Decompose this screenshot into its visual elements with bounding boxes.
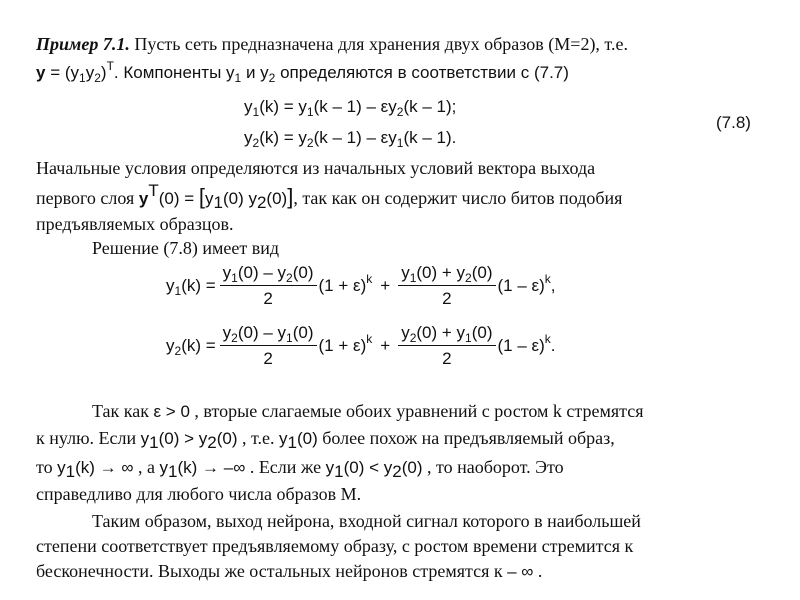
fraction: [220, 262, 317, 310]
text-segment: (1 – ε): [497, 336, 545, 355]
vector-y: y: [36, 63, 46, 82]
subscript: 2: [252, 136, 260, 150]
subscript: 2: [409, 331, 417, 345]
text-segment: y: [166, 336, 175, 355]
subscript: 2: [465, 271, 472, 285]
text-segment: (0): [471, 263, 493, 282]
text-segment: к нулю. Если: [36, 428, 141, 448]
fraction: [398, 322, 495, 370]
text-segment: (0) + y: [416, 323, 466, 342]
text-segment: (0) =: [158, 189, 199, 208]
subscript: 2: [174, 344, 182, 358]
text-segment: (0) – y: [237, 263, 287, 282]
conclusion-line-7: [36, 560, 542, 583]
text-segment: (0): [266, 189, 288, 208]
text-segment: y: [244, 97, 253, 116]
text-segment: y: [140, 429, 150, 448]
term: [318, 272, 373, 296]
text-segment: (k) =: [181, 336, 216, 355]
text-segment: (0) > y: [158, 429, 208, 448]
equation-number: (7.8): [716, 113, 751, 132]
fraction: [220, 322, 317, 370]
subscript: 2: [396, 105, 404, 119]
math-inline: – ∞: [507, 562, 534, 581]
text-segment: y: [166, 276, 175, 295]
text-segment: бесконечности. Выходы же остальных нейронов стремятся к: [36, 561, 508, 581]
numerator: [398, 262, 495, 286]
text-segment: .: [533, 561, 543, 581]
fraction: [398, 262, 495, 310]
superscript: k: [544, 272, 551, 286]
lhs: [166, 336, 216, 356]
text-segment: (k – 1) – εy: [313, 97, 397, 116]
subscript: 2: [286, 271, 293, 285]
conclusion-line-6: степени соответствует предъявляемому образу, с ростом времени стремится к: [36, 536, 634, 556]
example-title: Пример 7.1.: [36, 34, 130, 54]
conclusion-line-5: Таким образом, выход нейрона, входной сигнал которого в наибольшей: [92, 511, 641, 531]
lhs: [166, 276, 216, 296]
subscript: 1: [65, 462, 76, 481]
text-segment: (k) = y: [259, 97, 307, 116]
text-segment: y: [204, 189, 214, 208]
subscript: 1: [174, 284, 182, 298]
solution-equation-1: [166, 262, 558, 310]
solution-intro: Решение (7.8) имеет вид: [92, 238, 280, 258]
text-segment: y: [222, 263, 232, 282]
conclusion-line-3: [36, 456, 564, 479]
text-segment: (k – 1).: [403, 128, 457, 147]
subscript: 1: [409, 271, 417, 285]
text-segment: = (y: [45, 63, 80, 82]
superscript: T: [148, 181, 159, 200]
intro-text: Пусть сеть предназначена для хранения двух образов (M=2), т.е.: [129, 34, 628, 54]
text-segment: , то наоборот. Это: [422, 457, 564, 477]
subscript: 2: [306, 136, 314, 150]
text-segment: (0) – y: [237, 323, 287, 342]
term: [497, 272, 556, 296]
text-segment: , а: [133, 457, 160, 477]
text-segment: ): [100, 63, 107, 82]
paragraph-line: предъявляемых образцов.: [36, 214, 234, 234]
text-segment: Так как: [92, 401, 154, 421]
text-segment: (0): [401, 458, 423, 477]
plus-sign: +: [380, 336, 391, 355]
subscript: 1: [396, 136, 404, 150]
denominator: 2: [263, 289, 273, 308]
text-segment: (0): [292, 263, 314, 282]
text-segment: y: [159, 458, 168, 477]
text-segment: то: [36, 457, 58, 477]
subscript: 1: [286, 331, 293, 345]
text-segment: . Если же: [245, 457, 326, 477]
subscript: 1: [334, 462, 344, 481]
text-segment: y: [57, 458, 66, 477]
denominator: 2: [442, 289, 452, 308]
subscript: 1: [79, 71, 86, 85]
intro-line-2: [36, 59, 569, 85]
term: [497, 332, 556, 356]
conclusion-line-2: [36, 427, 615, 450]
superscript: T: [106, 59, 114, 73]
right-bracket: ]: [287, 184, 294, 209]
subscript: 2: [94, 71, 101, 85]
superscript: k: [544, 332, 551, 346]
text-segment: , вторые слагаемые обоих уравнений с ростом k стремятся: [189, 401, 644, 421]
text-segment: (1 – ε): [497, 276, 545, 295]
intro-line-1: [36, 33, 628, 55]
subscript: 1: [465, 331, 472, 345]
text-segment: (0) y: [222, 189, 257, 208]
text-segment: (k) → –∞: [177, 458, 246, 477]
subscript: 1: [306, 105, 314, 119]
text-segment: (0): [216, 429, 238, 448]
text-segment: определяются в соответствии с (7.7): [275, 63, 569, 82]
text-segment: . Компоненты y: [113, 63, 235, 82]
text-segment: (0): [292, 323, 314, 342]
subscript: 1: [287, 433, 297, 452]
text-segment: , т.е.: [237, 428, 280, 448]
denominator: 2: [263, 349, 273, 368]
left-bracket: [: [198, 184, 205, 209]
equation-7-8-line-2: [244, 127, 456, 149]
text-segment: и y: [241, 63, 269, 82]
plus-sign: +: [380, 276, 391, 295]
superscript: k: [366, 332, 373, 346]
subscript: 1: [168, 462, 178, 481]
subscript: 1: [234, 71, 242, 85]
text-segment: .: [550, 336, 556, 355]
subscript: 1: [231, 271, 238, 285]
text-segment: (k – 1) – εy: [313, 128, 397, 147]
solution-equation-2: [166, 322, 558, 370]
math-inline: ε > 0: [153, 402, 190, 421]
text-segment: (0) + y: [416, 263, 466, 282]
subscript: 1: [252, 105, 260, 119]
text-segment: (k) = y: [259, 128, 307, 147]
text-segment: (k – 1);: [403, 97, 457, 116]
subscript: 2: [256, 193, 267, 212]
subscript: 1: [149, 433, 159, 452]
text-segment: (k) → ∞: [75, 458, 134, 477]
text-segment: y: [85, 63, 95, 82]
numerator: [220, 322, 317, 346]
vector-y: y: [138, 189, 149, 208]
text-segment: y: [401, 323, 410, 342]
text-segment: (0) < y: [343, 458, 393, 477]
text-segment: y: [279, 429, 288, 448]
denominator: 2: [442, 349, 452, 368]
subscript: 1: [213, 193, 223, 212]
superscript: k: [366, 272, 373, 286]
conclusion-line-1: [92, 400, 643, 423]
text-segment: (1 + ε): [318, 276, 367, 295]
equation-7-8-line-1: [244, 96, 456, 118]
text-segment: (0): [296, 429, 318, 448]
text-segment: (1 + ε): [318, 336, 367, 355]
text-segment: , так как он содержит число битов подобия: [293, 188, 623, 208]
subscript: 2: [392, 462, 402, 481]
subscript: 2: [207, 433, 217, 452]
text-segment: y: [325, 458, 335, 477]
numerator: [398, 322, 495, 346]
text-segment: y: [244, 128, 253, 147]
text-segment: y: [222, 323, 232, 342]
subscript: 2: [231, 331, 238, 345]
subscript: 2: [268, 71, 276, 85]
paragraph-line: Начальные условия определяются из начальных условий вектора выхода: [36, 158, 596, 178]
text-segment: y: [401, 263, 410, 282]
paragraph-line-initial-vector: [36, 181, 623, 212]
text-segment: (k) =: [181, 276, 216, 295]
text-segment: ,: [550, 276, 556, 295]
numerator: [220, 262, 317, 286]
term: [318, 332, 373, 356]
conclusion-line-4: справедливо для любого числа образов M.: [36, 484, 362, 504]
text-segment: первого слоя: [36, 188, 139, 208]
text-segment: (0): [471, 323, 493, 342]
text-segment: более похож на предъявляемый образ,: [317, 428, 615, 448]
